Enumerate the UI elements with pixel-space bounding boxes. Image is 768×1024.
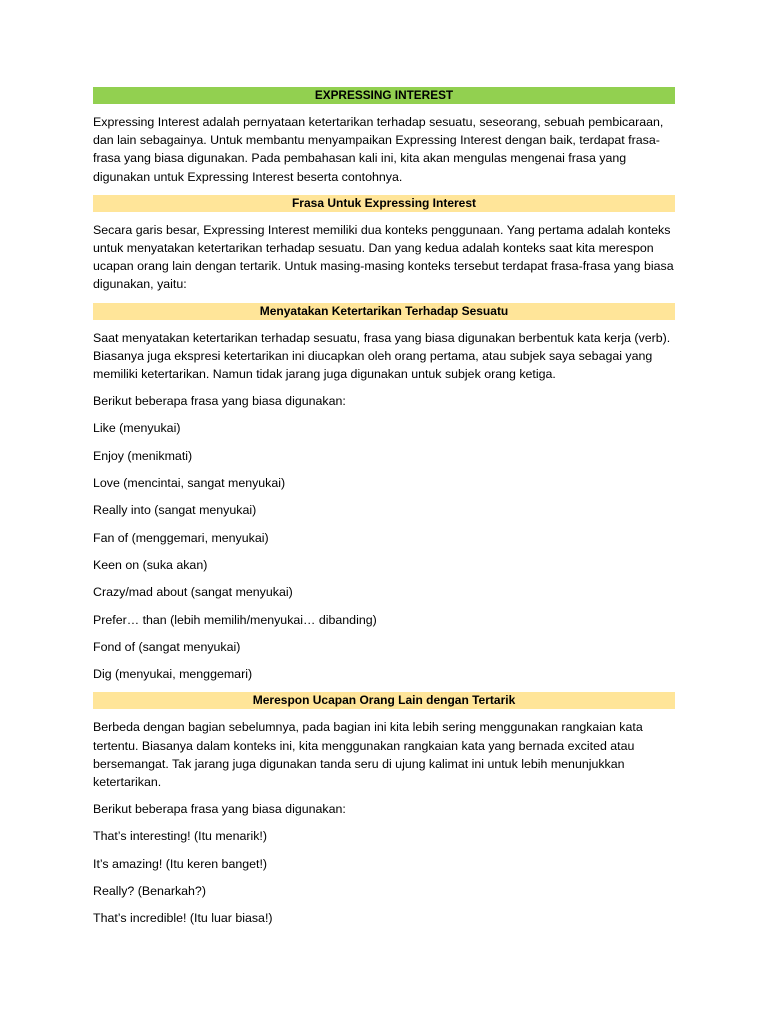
phrase-item: Prefer… than (lebih memilih/menyukai… dibanding) (93, 612, 377, 627)
phrase-item: Really into (sangat menyukai) (93, 503, 257, 518)
document-title: EXPRESSING INTEREST (93, 87, 675, 104)
phrase-item: Fond of (sangat menyukai) (93, 639, 241, 654)
intro-paragraph: Expressing Interest adalah pernyataan ketertarikan terhadap sesuatu, seseorang, sebuah pembicaraan, dan lain sebagainya. Untuk membantu menyampaikan Expressing Interest dengan baik, terdapat frasa-frasa yang biasa digunakan. Pada pembahasan kali ini, kita akan mengulas mengenai frasa yang digunakan untuk Expressing Interest beserta contohnya. (93, 115, 664, 184)
phrase-item: Fan of (menggemari, menyukai) (93, 530, 269, 545)
phrase-list-merespon (93, 827, 675, 927)
phrase-item: Enjoy (menikmati) (93, 448, 193, 463)
phrase-item: Like (menyukai) (93, 421, 181, 436)
section-heading-menyatakan: Menyatakan Ketertarikan Terhadap Sesuatu (93, 303, 675, 320)
phrase-list-intro: Berikut beberapa frasa yang biasa digunakan: (93, 802, 346, 817)
phrase-item: That’s incredible! (Itu luar biasa!) (93, 911, 273, 926)
phrase-item: Keen on (suka akan) (93, 557, 208, 572)
phrase-list-intro: Berikut beberapa frasa yang biasa digunakan: (93, 394, 346, 409)
section-heading-merespon: Merespon Ucapan Orang Lain dengan Tertarik (93, 692, 675, 709)
section-menyatakan-paragraph: Saat menyatakan ketertarikan terhadap sesuatu, frasa yang biasa digunakan berbentuk kata kerja (verb). Biasanya juga ekspresi ketertarikan ini diucapkan oleh orang pertama, atau subjek saya sebagai yang memiliki ketertarikan. Namun tidak jarang juga digunakan untuk subjek orang ketiga. (93, 330, 671, 382)
phrase-item: Crazy/mad about (sangat menyukai) (93, 585, 293, 600)
phrase-item: Love (mencintai, sangat menyukai) (93, 476, 286, 491)
document-page (93, 87, 675, 937)
section-merespon-paragraph: Berbeda dengan bagian sebelumnya, pada bagian ini kita lebih sering menggunakan rangkaian kata tertentu. Biasanya dalam konteks ini, kita menggunakan rangkaian kata yang bernada excited atau bersemangat. Tak jarang juga digunakan tanda seru di ujung kalimat ini untuk lebih menunjukkan ketertarikan. (93, 720, 643, 790)
phrase-item: Really? (Benarkah?) (93, 884, 206, 899)
section-frasa-paragraph: Secara garis besar, Expressing Interest memiliki dua konteks penggunaan. Yang pertama adalah konteks untuk menyatakan ketertarikan terhadap sesuatu. Dan yang kedua adalah konteks saat kita merespon ucapan orang lain dengan tertarik. Untuk masing-masing konteks tersebut terdapat frasa-frasa yang biasa digunakan, yaitu: (93, 222, 674, 292)
section-heading-frasa: Frasa Untuk Expressing Interest (93, 195, 675, 212)
phrase-item: Dig (menyukai, menggemari) (93, 667, 253, 682)
phrase-list-menyatakan (93, 419, 675, 683)
phrase-item: That’s interesting! (Itu menarik!) (93, 829, 267, 844)
phrase-item: It’s amazing! (Itu keren banget!) (93, 856, 268, 871)
